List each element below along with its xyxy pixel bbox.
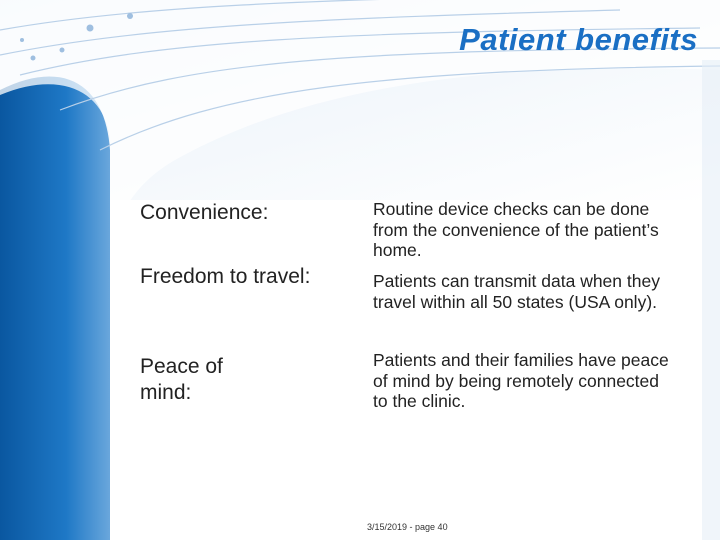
row-label-peace-of-mind: Peace of mind:: [140, 355, 223, 404]
row-label-freedom-to-travel: Freedom to travel:: [140, 265, 311, 288]
row-label-convenience: Convenience:: [140, 201, 269, 224]
slide-footer: 3/15/2019 - page 40: [367, 522, 448, 532]
row-description-convenience: Routine device checks can be done from the convenience of the patient’s home.: [373, 199, 659, 260]
slide-title: Patient benefits: [459, 22, 698, 57]
row-description-freedom-to-travel: Patients can transmit data when they travel within all 50 states (USA only).: [373, 271, 660, 312]
row-description-peace-of-mind: Patients and their families have peace of mind by being remotely connected to the clinic.: [373, 350, 669, 411]
